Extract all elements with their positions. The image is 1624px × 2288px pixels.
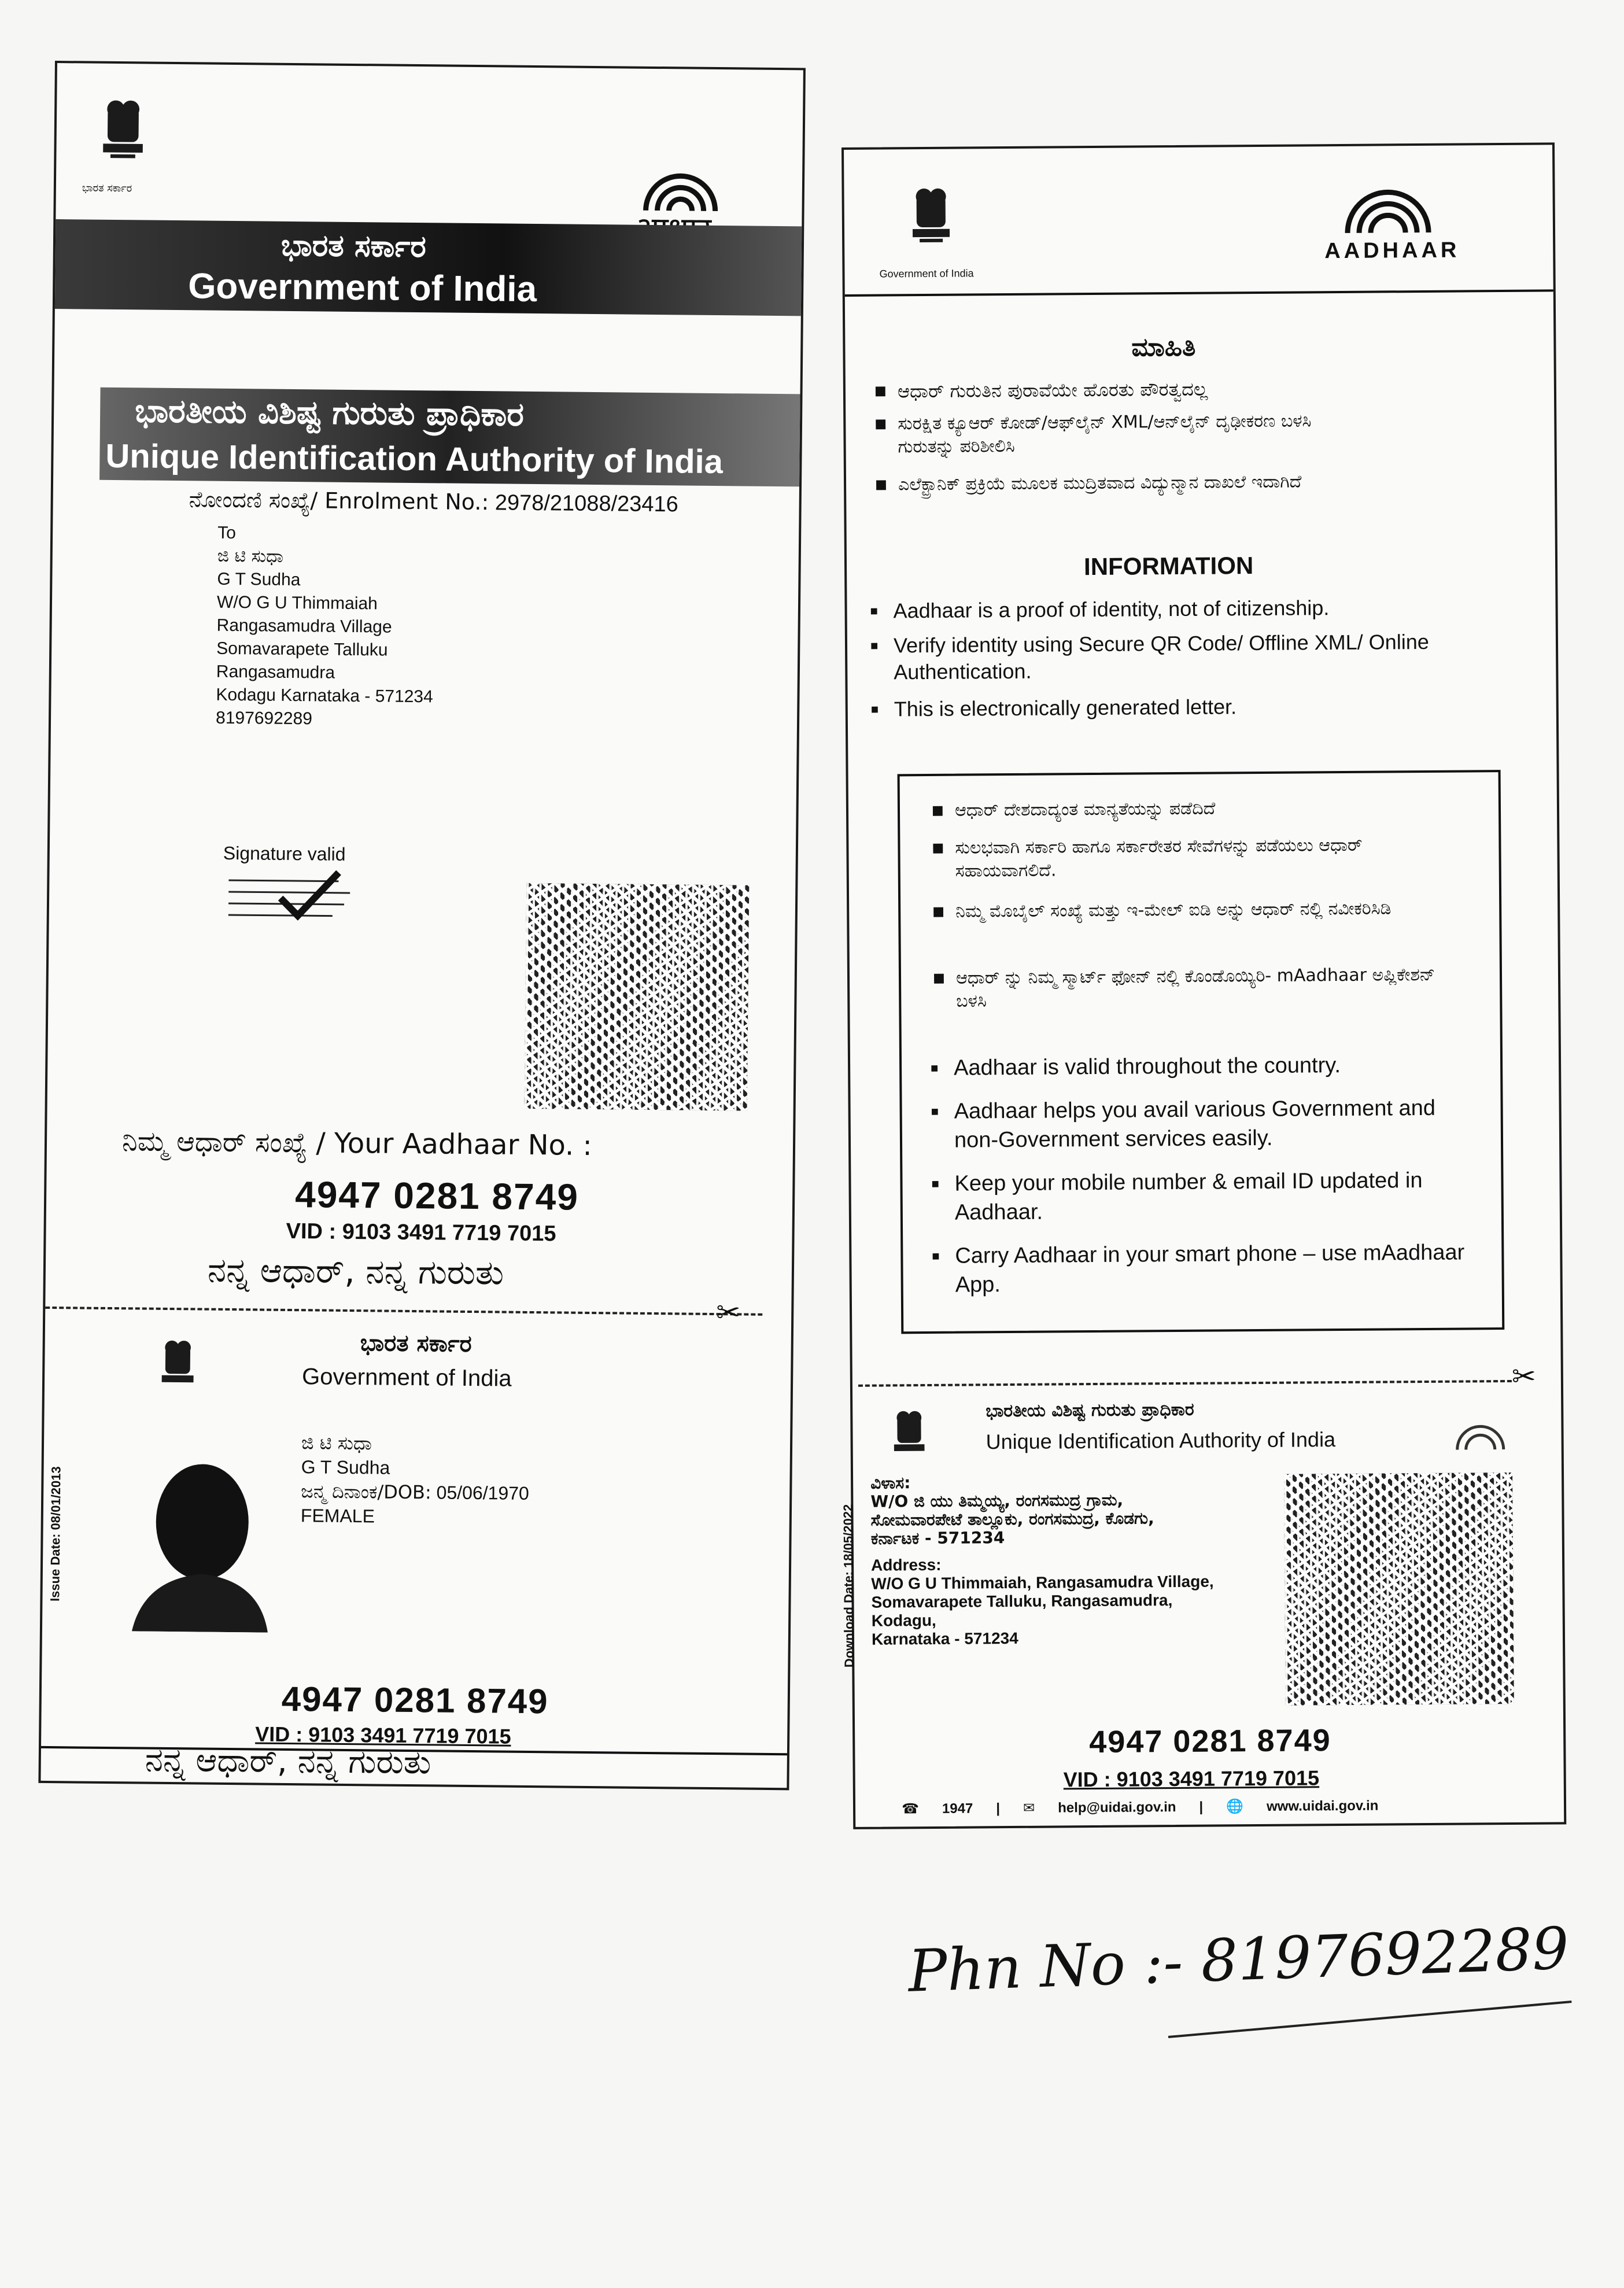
aadhaar-logo-text: AADHAAR — [1324, 238, 1460, 264]
address-kannada-line: W/O ಜಿ ಯು ತಿಮ್ಮಯ್ಯ, ರಂಗಸಮುದ್ರ ಗ್ರಾಮ, — [870, 1490, 1124, 1511]
card-uidai-english: Unique Identification Authority of India — [986, 1427, 1336, 1454]
info-kannada-item: ■ ಎಲೆಕ್ಟ್ರಾನಿಕ್ ಪ್ರಕ್ರಿಯೆ ಮೂಲಕ ಮುದ್ರಿತವಾದ ವಿದ್ಯುನ್ಮಾನ ದಾಖಲೆ ಇದಾಗಿದೆ — [898, 470, 1407, 496]
benefit-item: ■ Aadhaar is valid throughout the country. — [954, 1050, 1474, 1082]
address-kannada-line: ಸೋಮವಾರಪೇಟೆ ತಾಲ್ಲೂಕು, ರಂಗಸಮುದ್ರ, ಕೊಡಗು, — [870, 1508, 1154, 1530]
info-item: ■ Verify identity using Secure QR Code/ Offline XML/ Online Authentication. — [894, 628, 1530, 686]
uidai-band — [99, 388, 800, 487]
handwritten-phone-note: Phn No :- 8197692289 — [907, 1914, 1570, 2005]
footer-phone: 1947 — [942, 1800, 973, 1817]
card-aadhaar-number: 4947 0281 8749 — [1089, 1723, 1331, 1760]
signature-valid-label: Signature valid — [223, 842, 346, 865]
tagline: ನನ್ನ ಆಧಾರ್, ನನ್ನ ಗುರುತು — [207, 1250, 504, 1293]
cardholder-name: G T Sudha — [301, 1456, 390, 1478]
uidai-kannada-title: ಭಾರತೀಯ ವಿಶಿಷ್ಟ ಗುರುತು ಪ್ರಾಧಿಕಾರ — [134, 392, 525, 434]
address-kannada-line: ಕರ್ನಾಟಕ - 571234 — [870, 1528, 1005, 1548]
left-aadhaar-letter — [38, 61, 806, 1790]
address-line: Kodagu Karnataka - 571234 — [216, 685, 433, 707]
card-vid-number: VID : 9103 3491 7719 7015 — [255, 1722, 511, 1748]
address-line: W/O G U Thimmaiah, Rangasamudra Village, — [871, 1572, 1214, 1593]
scissors-icon: ✂ — [1511, 1360, 1536, 1393]
benefit-item: ■ Keep your mobile number & email ID updated in Aadhaar. — [954, 1165, 1475, 1227]
card-aadhaar-number: 4947 0281 8749 — [281, 1679, 549, 1721]
recipient-address — [216, 522, 564, 733]
gender: FEMALE — [300, 1505, 375, 1527]
issue-date: Issue Date: 08/01/2013 — [47, 1466, 64, 1602]
address-line: Karnataka - 571234 — [871, 1629, 1018, 1648]
info-title-kannada: ಮಾಹಿತಿ — [1131, 332, 1196, 363]
benefit-item: ■ Aadhaar helps you avail various Government and non-Government services easily. — [954, 1093, 1475, 1154]
aadhaar-number-label: ನಿಮ್ಮ ಆಧಾರ್ ಸಂಖ್ಯೆ / Your Aadhaar No. : — [121, 1125, 593, 1163]
phone-number: 8197692289 — [215, 708, 313, 729]
to-label: To — [217, 523, 237, 543]
scissors-icon: ✂ — [716, 1296, 741, 1329]
address-line: Kodagu, — [871, 1611, 936, 1630]
enrolment-label: ನೋಂದಣಿ ಸಂಖ್ಯೆ/ Enrolment No.: — [189, 486, 489, 515]
ashoka-emblem-icon — [91, 95, 155, 183]
header-divider — [845, 289, 1553, 297]
ashoka-emblem-icon — [902, 184, 960, 265]
enrolment-number: 2978/21088/23416 — [494, 490, 679, 517]
right-aadhaar-letter — [841, 142, 1566, 1829]
globe-icon: 🌐 — [1226, 1799, 1244, 1815]
dob-label: ಜನ್ಮ ದಿನಾಂಕ/DOB: — [301, 1480, 431, 1504]
dob-value: 05/06/1970 — [436, 1482, 529, 1504]
info-item: ■ This is electronically generated letter. — [894, 692, 1519, 723]
name-kannada: ಜಿ ಟಿ ಸುಧಾ — [301, 1431, 372, 1455]
aadhaar-logo-icon — [1448, 1418, 1512, 1464]
address-label-kannada: ವಿಳಾಸ: — [870, 1473, 911, 1493]
emblem-caption: ಭಾರತ ಸರ್ಕಾರ — [82, 182, 132, 195]
address-line: ಜಿ ಟಿ ಸುಧಾ — [217, 545, 284, 567]
gov-kannada-title: ಭಾರತ ಸರ್ಕಾರ — [280, 228, 427, 265]
info-kannada-item: ■ ಸುರಕ್ಷಿತ ಕ್ಯೂಆರ್ ಕೋಡ್/ಆಫ್‌ಲೈನ್ XML/ಆನ್‌ಲೈನ್ ದೃಢೀಕರಣ ಬಳಸಿ ಗುರುತನ್ನು ಪರಿಶೀಲಿಸಿ — [898, 409, 1372, 459]
government-band — [55, 219, 802, 316]
aadhaar-logo-icon — [1324, 180, 1475, 268]
card-gov-english: Government of India — [301, 1364, 512, 1392]
info-kannada-item: ■ ಆಧಾರ್ ಗುರುತಿನ ಪುರಾವೆಯೇ ಹೊರತು ಪೌರತ್ವದಲ್ಲ — [898, 376, 1208, 405]
qr-code — [525, 883, 750, 1111]
cardholder-photo — [126, 1452, 272, 1632]
aadhaar-number: 4947 0281 8749 — [294, 1173, 580, 1218]
benefit-kannada-item: ■ ಆಧಾರ್ ನ್ನು ನಿಮ್ಮ ಸ್ಮಾರ್ಟ್ ಫೋನ್ ನಲ್ಲಿ ಕೊಂಡೊಯ್ಯಿರಿ- mAadhaar ಅಪ್ಲಿಕೇಶನ್ ಬಳಸಿ — [956, 964, 1466, 1013]
info-title: INFORMATION — [1083, 552, 1254, 581]
download-date: Download Date: 18/05/2022 — [840, 1504, 857, 1668]
footer-website: www.uidai.gov.in — [1266, 1798, 1379, 1814]
handwritten-underline — [1168, 2001, 1572, 2038]
address-line: Rangasamudra — [216, 662, 335, 682]
ashoka-emblem-icon — [884, 1407, 934, 1474]
address-line: G T Sudha — [217, 569, 301, 590]
address-label: Address: — [871, 1555, 942, 1574]
digital-signature-stamp-icon — [223, 869, 362, 933]
info-item: ■ Aadhaar is a proof of identity, not of citizenship. — [893, 593, 1518, 625]
cut-line — [858, 1380, 1512, 1387]
benefits-box — [898, 770, 1505, 1334]
address-line: Somavarapete Talluku — [216, 639, 388, 660]
card-address — [870, 1471, 1276, 1649]
enrolment-row — [189, 486, 679, 517]
address-line: Somavarapete Talluku, Rangasamudra, — [871, 1591, 1173, 1611]
cardholder-details — [301, 1430, 530, 1530]
card-vid-number: VID : 9103 3491 7719 7015 — [1063, 1766, 1320, 1792]
emblem-caption: Government of India — [879, 267, 974, 280]
gov-english-title: Government of India — [187, 266, 537, 310]
cut-line — [45, 1307, 762, 1316]
card-gov-kannada: ಭಾರತ ಸರ್ಕಾರ — [360, 1330, 472, 1358]
phone-icon: ☎ — [901, 1801, 920, 1817]
benefit-item: ■ Carry Aadhaar in your smart phone – use mAadhaar App. — [955, 1238, 1476, 1299]
uidai-english-title: Unique Identification Authority of India — [105, 437, 724, 481]
footer-email: help@uidai.gov.in — [1058, 1799, 1176, 1815]
address-line: W/O G U Thimmaiah — [216, 592, 378, 614]
benefit-kannada-item: ■ ನಿಮ್ಮ ಮೊಬೈಲ್ ಸಂಖ್ಯೆ ಮತ್ತು ಇ-ಮೇಲ್ ಐಡಿ ಅನ್ನು ಆಧಾರ್ ನಲ್ಲಿ ನವೀಕರಿಸಿಡಿ — [955, 897, 1464, 924]
email-icon: ✉ — [1023, 1800, 1035, 1816]
vid-number: VID : 9103 3491 7719 7015 — [286, 1219, 556, 1246]
card-uidai-kannada: ಭಾರತೀಯ ವಿಶಿಷ್ಟ ಗುರುತು ಪ್ರಾಧಿಕಾರ — [986, 1399, 1194, 1422]
address-line: Rangasamudra Village — [216, 615, 392, 637]
card-footer: ☎ 1947 | ✉ help@uidai.gov.in | 🌐 www.uidai.gov.in — [901, 1798, 1379, 1817]
ashoka-emblem-icon — [152, 1337, 204, 1407]
card-tagline: ನನ್ನ ಆಧಾರ್, ನನ್ನ ಗುರುತು — [145, 1741, 431, 1782]
benefit-kannada-item: ■ ಸುಲಭವಾಗಿ ಸರ್ಕಾರಿ ಹಾಗೂ ಸರ್ಕಾರೇತರ ಸೇವೆಗಳನ್ನು ಪಡೆಯಲು ಆಧಾರ್ ಸಹಾಯವಾಗಲಿದೆ. — [955, 833, 1464, 883]
qr-code — [1284, 1473, 1514, 1706]
benefit-kannada-item: ■ ಆಧಾರ್ ದೇಶದಾದ್ಯಂತ ಮಾನ್ಯತೆಯನ್ನು ಪಡೆದಿದೆ — [955, 796, 1464, 822]
